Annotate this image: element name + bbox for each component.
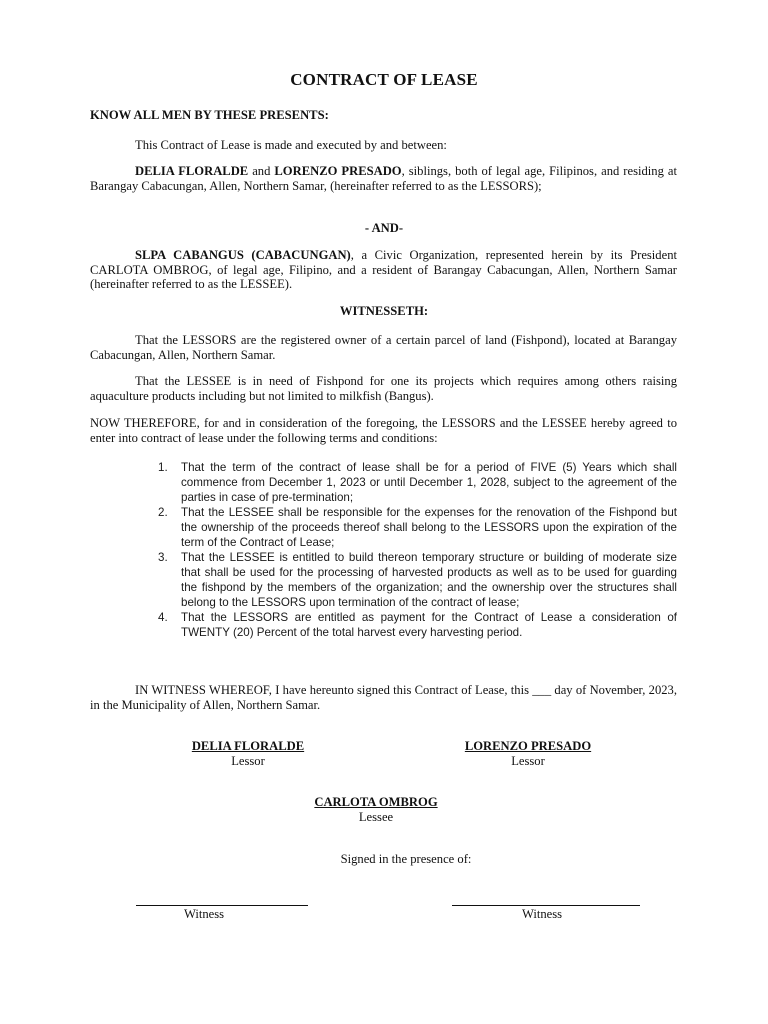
signatory-name: LORENZO PRESADO	[464, 739, 592, 753]
whereas-paragraph-1: That the LESSORS are the registered owner of a certain parcel of land (Fishpond), located at Barangay Cabacungan, Allen, Northern Samar.	[90, 333, 677, 362]
signed-presence-text: Signed in the presence of:	[340, 852, 472, 866]
term-number: 2.	[158, 506, 168, 519]
document-title: CONTRACT OF LEASE	[290, 70, 478, 89]
and-separator: - AND-	[364, 221, 404, 235]
signatory-name: DELIA FLORALDE	[191, 739, 305, 753]
signature-block-lessor-1	[148, 739, 348, 768]
terms-list	[154, 460, 677, 640]
list-item	[154, 460, 677, 505]
witness-signature-line-1	[136, 905, 308, 906]
witness-signature-line-2	[452, 905, 640, 906]
term-text: That the LESSEE is entitled to build thereon temporary structure or building of moderate size that shall be used for the processing of harvested products as well as to be used for guarding the fishpond by the members of the organization; and the ownership over the structures shall belong to the LESSORS upon termination of the contract of lease;	[181, 551, 677, 609]
term-text: That the term of the contract of lease shall be for a period of FIVE (5) Years which shall commence from December 1, 2023 or until December 1, 2028, subject to the agreement of the parties in case of pre-termination;	[181, 461, 677, 504]
signature-block-lessor-2	[428, 739, 628, 768]
intro-paragraph: This Contract of Lease is made and executed by and between:	[135, 138, 447, 152]
lessee-description: , a Civic Organization, represented herein by its President CARLOTA OMBROG, of legal age, Filipino, and a resident of Barangay Cabacungan, Allen, Northern Samar (hereinafter referred to as the LESSEE).	[90, 248, 677, 292]
term-text: That the LESSEE shall be responsible for the expenses for the renovation of the Fishpond but the ownership of the proceeds thereof shall belong to the LESSORS upon the expiration of the term of the Contract of Lease;	[181, 506, 677, 549]
lessor-name-1: DELIA FLORALDE	[135, 164, 249, 178]
term-number: 3.	[158, 551, 168, 564]
witnesseth-heading: WITNESSETH:	[339, 304, 429, 318]
lessor-name-2: LORENZO PRESADO	[274, 164, 402, 178]
lessee-org-name: SLPA CABANGUS (CABACUNGAN)	[135, 248, 351, 262]
term-number: 4.	[158, 611, 168, 624]
witness-label-2: Witness	[521, 907, 563, 921]
signature-block-lessee	[276, 795, 476, 824]
now-therefore-paragraph: NOW THEREFORE, for and in consideration of the foregoing, the LESSORS and the LESSEE hereby agreed to enter into contract of lease under the following terms and conditions:	[90, 416, 677, 445]
and-word: and	[252, 164, 271, 178]
whereas-paragraph-2: That the LESSEE is in need of Fishpond for one its projects which requires among others raising aquaculture products including but not limited to milkfish (Bangus).	[90, 374, 677, 403]
list-item	[154, 505, 677, 550]
signatory-role: Lessor	[511, 753, 545, 768]
witness-label-1: Witness	[183, 907, 225, 921]
lessors-paragraph	[90, 164, 677, 193]
term-number: 1.	[158, 461, 168, 474]
signatory-role: Lessor	[231, 753, 265, 768]
lessee-paragraph	[90, 248, 677, 292]
list-item	[154, 610, 677, 640]
list-item	[154, 550, 677, 610]
lessors-description: , siblings, both of legal age, Filipinos, and residing at Barangay Cabacungan, Allen, Northern Samar, (hereinafter referred to as the LESSORS);	[90, 164, 677, 193]
in-witness-paragraph: IN WITNESS WHEREOF, I have hereunto signed this Contract of Lease, this ___ day of November, 2023, in the Municipality of Allen, Northern Samar.	[90, 683, 677, 712]
signatory-name: CARLOTA OMBROG	[314, 795, 438, 809]
signatory-role: Lessee	[358, 809, 394, 824]
term-text: That the LESSORS are entitled as payment for the Contract of Lease a consideration of TWENTY (20) Percent of the total harvest every harvesting period.	[181, 611, 677, 639]
know-all-heading: KNOW ALL MEN BY THESE PRESENTS:	[90, 108, 329, 122]
